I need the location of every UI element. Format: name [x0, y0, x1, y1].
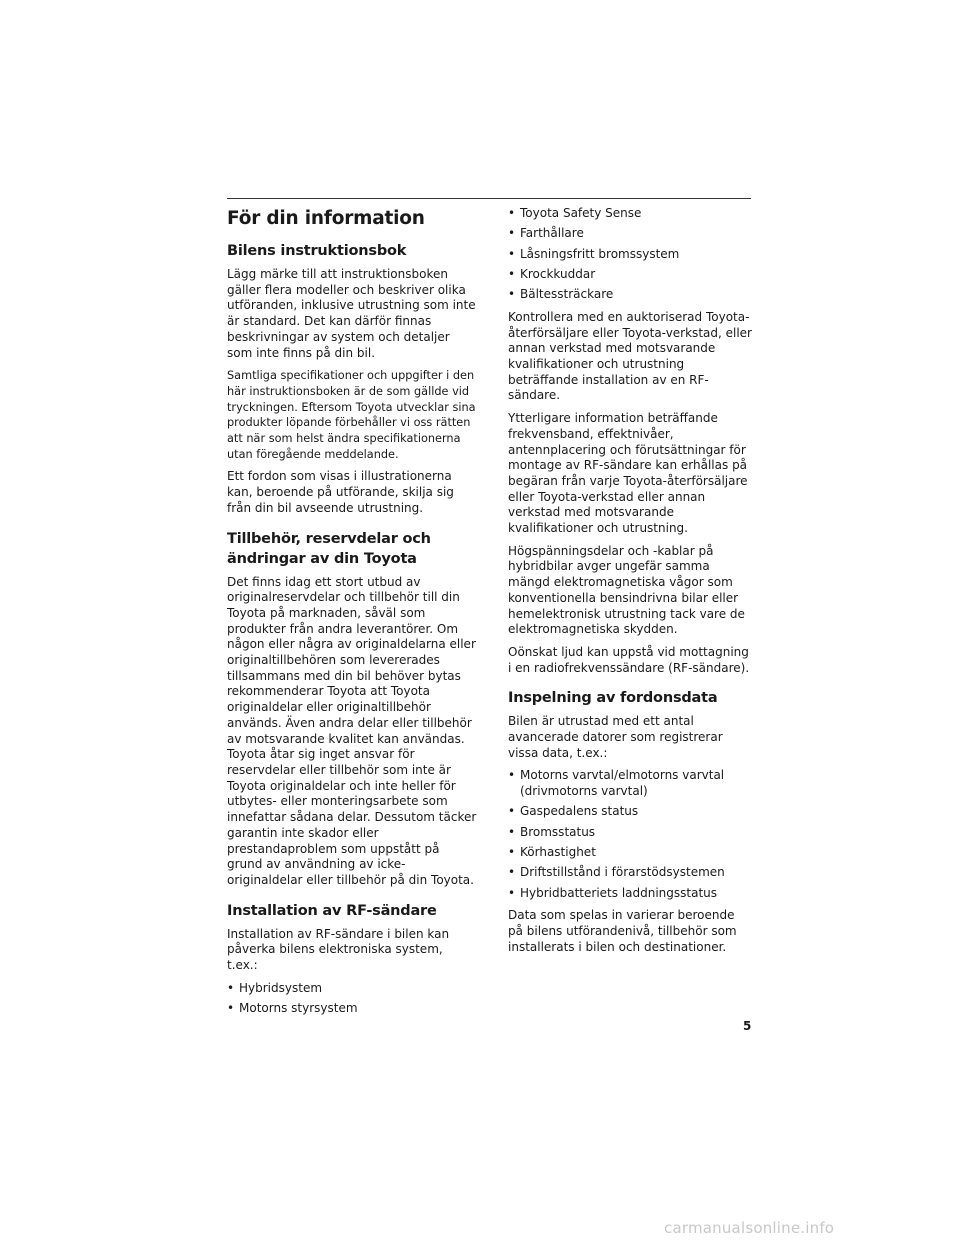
paragraph: Samtliga specifikationer och uppgifter i den här instruktionsboken är de som gällde vid tryckningen. Eftersom Toyota utvecklar sina produkter löpande förbehåller vi oss rätten att när som helst ändra specifikationerna utan föregående meddelande.: [227, 369, 476, 461]
list-item: • Driftstillstånd i förarstödsystemen: [508, 865, 752, 881]
list-item: • Gaspedalens status: [508, 804, 752, 820]
list-item: • Hybridbatteriets laddningsstatus: [508, 886, 752, 902]
top-rule: [227, 198, 751, 199]
page-title: För din information: [227, 208, 425, 229]
list-item: • Motorns varvtal/elmotorns varvtal (drivmotorns varvtal): [508, 768, 752, 799]
paragraph: Ett fordon som visas i illustrationerna kan, beroende på utförande, skilja sig från din bil avseende utrustning.: [227, 469, 454, 515]
paragraph: Lägg märke till att instruktionsboken gäller flera modeller och beskriver olika utföranden, inklusive utrustning som inte är standard. Det kan därför finnas beskrivningar av system och detaljer som inte finns på din bil.: [227, 267, 476, 360]
paragraph: Bilen är utrustad med ett antal avancerade datorer som registrerar vissa data, t.ex.:: [508, 714, 723, 760]
section-heading-accessories: Tillbehör, reservdelar och ändringar av din Toyota: [227, 530, 431, 567]
list-item: • Farthållare: [508, 226, 752, 242]
list-item: • Bältessträckare: [508, 287, 752, 303]
list-item: • Motorns styrsystem: [227, 1001, 477, 1017]
list-item: • Bromsstatus: [508, 825, 752, 841]
bullet-list: [508, 768, 752, 901]
list-item: • Låsningsfritt bromssystem: [508, 247, 752, 263]
list-item: • Toyota Safety Sense: [508, 206, 752, 222]
paragraph: Högspänningsdelar och -kablar på hybridbilar avger ungefär samma mängd elektromagnetiska vågor som konventionella bensindrivna bilar eller hemelektronisk utrustning tack vare de elektromagnetiska skydden.: [508, 543, 745, 637]
paragraph: Installation av RF-sändare i bilen kan påverka bilens elektroniska system, t.ex.:: [227, 926, 450, 973]
list-item: • Krockkuddar: [508, 267, 752, 283]
right-column: [508, 206, 752, 962]
list-item: • Hybridsystem: [227, 981, 477, 997]
watermark: carmanualsonline.info: [664, 1219, 835, 1237]
bullet-list: [227, 981, 477, 1017]
page-number: 5: [743, 1019, 752, 1033]
paragraph: Kontrollera med en auktoriserad Toyota-återförsäljare eller Toyota-verkstad, eller annan verkstad med motsvarande kvalifikationer och utrustning beträffande installation av en RF-sändare.: [508, 309, 752, 403]
section-heading-vehicle-data: Inspelning av fordonsdata: [508, 690, 718, 707]
left-column: [227, 206, 477, 1024]
paragraph: Data som spelas in varierar beroende på bilens utförandenivå, tillbehör som installerats i bilen och destinationer.: [508, 908, 737, 954]
section-heading-rf-transmitter: Installation av RF-sändare: [227, 902, 437, 919]
list-item: • Körhastighet: [508, 845, 752, 861]
paragraph: Det finns idag ett stort utbud av originalreservdelar och tillbehör till din Toyota på marknaden, såväl som produkter från andra leverantörer. Om någon eller några av originaldelarna eller originaltillbehören som levererades tillsammans med din bil behöver bytas rekommenderar Toyota att Toyota originaldelar eller originaltillbehör används. Även andra delar eller tillbehör av motsvarande kvalitet kan användas. Toyota åtar sig inget ansvar för reservdelar eller tillbehör som inte är Toyota originaldelar och inte heller för utbytes- eller monteringsarbete som innefattar sådana delar. Dessutom täcker garantin inte skador eller prestandaproblem som uppstått på grund av användning av icke-originaldelar eller tillbehör på din Toyota.: [227, 574, 477, 887]
paragraph: Oönskat ljud kan uppstå vid mottagning i en radiofrekvenssändare (RF-sändare).: [508, 644, 750, 675]
bullet-list: [508, 206, 752, 303]
paragraph: Ytterligare information beträffande frekvensband, effektnivåer, antennplacering och förutsättningar för montage av RF-sändare kan erhållas på begäran från varje Toyota-återförsäljare eller Toyota-verkstad eller annan verkstad med motsvarande kvalifikationer och utrustning.: [508, 411, 748, 536]
section-heading-instruction-book: Bilens instruktionsbok: [227, 243, 407, 259]
